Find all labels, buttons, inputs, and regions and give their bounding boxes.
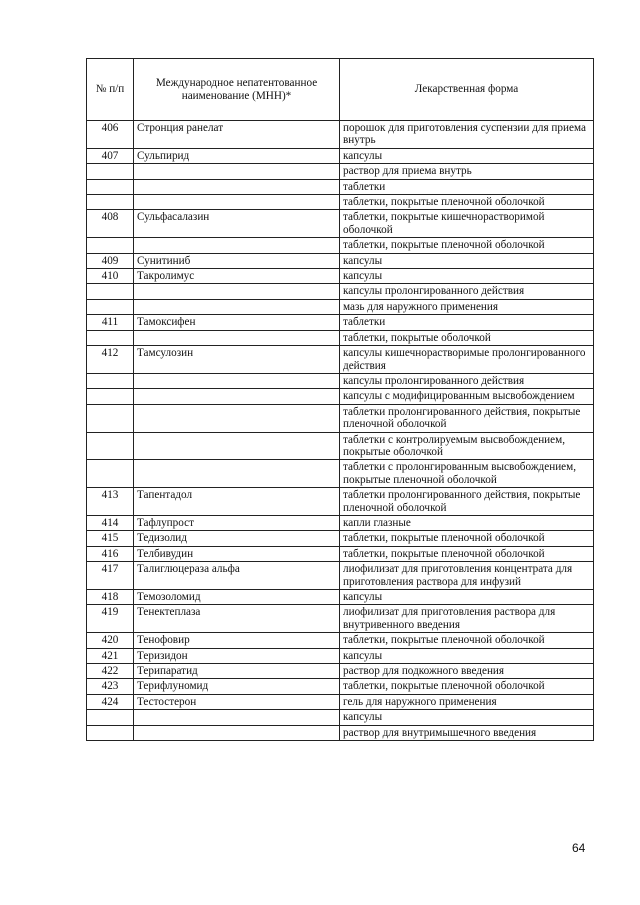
row-num: 407 (87, 148, 134, 163)
table-row (87, 694, 594, 709)
row-num: 418 (87, 590, 134, 605)
header-num: № п/п (87, 59, 134, 121)
row-form: мазь для наружного применения (340, 299, 594, 314)
row-name (134, 330, 340, 345)
table-row (87, 238, 594, 253)
row-form: капли глазные (340, 515, 594, 530)
row-form: таблетки (340, 179, 594, 194)
row-num (87, 284, 134, 299)
row-name: Тестостерон (134, 694, 340, 709)
row-name: Сульпирид (134, 148, 340, 163)
row-name: Телбивудин (134, 546, 340, 561)
row-name: Сульфасалазин (134, 210, 340, 238)
table-row (87, 253, 594, 268)
row-num: 416 (87, 546, 134, 561)
row-form: капсулы (340, 269, 594, 284)
table-row (87, 121, 594, 149)
row-name (134, 710, 340, 725)
table-row (87, 269, 594, 284)
row-name: Тамоксифен (134, 315, 340, 330)
row-num (87, 164, 134, 179)
row-name (134, 725, 340, 740)
table-row (87, 330, 594, 345)
row-num (87, 389, 134, 404)
row-form: порошок для приготовления суспензии для приема внутрь (340, 121, 594, 149)
table-row (87, 404, 594, 432)
row-form: раствор для подкожного введения (340, 664, 594, 679)
row-name (134, 404, 340, 432)
row-name (134, 299, 340, 314)
row-name: Терипаратид (134, 664, 340, 679)
table-row (87, 679, 594, 694)
row-num: 419 (87, 605, 134, 633)
row-name (134, 195, 340, 210)
row-name: Такролимус (134, 269, 340, 284)
row-form: таблетки, покрытые пленочной оболочкой (340, 195, 594, 210)
row-form: раствор для приема внутрь (340, 164, 594, 179)
row-name: Темозоломид (134, 590, 340, 605)
table-row (87, 210, 594, 238)
table-row (87, 389, 594, 404)
row-form: лиофилизат для приготовления раствора для внутривенного введения (340, 605, 594, 633)
row-name: Тенектеплаза (134, 605, 340, 633)
table-row (87, 346, 594, 374)
row-num: 406 (87, 121, 134, 149)
row-form: капсулы кишечнорастворимые пролонгированного действия (340, 346, 594, 374)
row-num: 420 (87, 633, 134, 648)
row-num (87, 238, 134, 253)
row-form: таблетки, покрытые пленочной оболочкой (340, 546, 594, 561)
table-row (87, 148, 594, 163)
row-form: капсулы (340, 590, 594, 605)
row-num: 423 (87, 679, 134, 694)
row-form: таблетки пролонгированного действия, покрытые пленочной оболочкой (340, 488, 594, 516)
table-row (87, 515, 594, 530)
row-form: гель для наружного применения (340, 694, 594, 709)
header-form: Лекарственная форма (340, 59, 594, 121)
row-form: таблетки с пролонгированным высвобождением, покрытые пленочной оболочкой (340, 460, 594, 488)
row-num: 422 (87, 664, 134, 679)
row-num (87, 179, 134, 194)
row-form: таблетки, покрытые пленочной оболочкой (340, 531, 594, 546)
row-name: Теризидон (134, 648, 340, 663)
table-row (87, 590, 594, 605)
table-row (87, 664, 594, 679)
row-name: Тафлупрост (134, 515, 340, 530)
row-form: раствор для внутримышечного введения (340, 725, 594, 740)
table-row (87, 299, 594, 314)
row-num (87, 432, 134, 460)
table-row (87, 546, 594, 561)
row-name: Сунитиниб (134, 253, 340, 268)
table-row (87, 373, 594, 388)
table-body (87, 121, 594, 741)
row-form: капсулы пролонгированного действия (340, 284, 594, 299)
page-number: 64 (572, 841, 586, 855)
row-name (134, 373, 340, 388)
row-name: Тамсулозин (134, 346, 340, 374)
table-row (87, 531, 594, 546)
row-num: 412 (87, 346, 134, 374)
row-form: таблетки (340, 315, 594, 330)
row-name: Тедизолид (134, 531, 340, 546)
drug-forms-table (86, 58, 594, 741)
table-row (87, 195, 594, 210)
row-form: капсулы (340, 648, 594, 663)
row-name (134, 179, 340, 194)
table-row (87, 633, 594, 648)
row-num: 413 (87, 488, 134, 516)
row-form: таблетки пролонгированного действия, покрытые пленочной оболочкой (340, 404, 594, 432)
row-name: Тенофовир (134, 633, 340, 648)
row-num: 417 (87, 562, 134, 590)
row-form: капсулы пролонгированного действия (340, 373, 594, 388)
row-name (134, 460, 340, 488)
row-num (87, 195, 134, 210)
row-form: капсулы (340, 148, 594, 163)
row-num (87, 725, 134, 740)
table-row (87, 648, 594, 663)
table-row (87, 725, 594, 740)
table-row (87, 488, 594, 516)
table-row (87, 284, 594, 299)
row-name: Стронция ранелат (134, 121, 340, 149)
row-num: 408 (87, 210, 134, 238)
row-num: 409 (87, 253, 134, 268)
row-name: Тапентадол (134, 488, 340, 516)
row-name (134, 389, 340, 404)
row-num: 421 (87, 648, 134, 663)
table-header (87, 59, 594, 121)
header-name: Международное непатентованное наименование (МНН)* (134, 59, 340, 121)
table-row (87, 710, 594, 725)
row-num: 415 (87, 531, 134, 546)
row-num: 414 (87, 515, 134, 530)
table-row (87, 562, 594, 590)
row-form: капсулы (340, 253, 594, 268)
table-row (87, 460, 594, 488)
row-form: таблетки, покрытые пленочной оболочкой (340, 633, 594, 648)
row-num (87, 299, 134, 314)
row-form: таблетки, покрытые кишечнорастворимой оболочкой (340, 210, 594, 238)
row-form: таблетки, покрытые оболочкой (340, 330, 594, 345)
row-num (87, 330, 134, 345)
row-form: таблетки с контролируемым высвобождением, покрытые оболочкой (340, 432, 594, 460)
row-num: 410 (87, 269, 134, 284)
table-row (87, 179, 594, 194)
row-num (87, 710, 134, 725)
row-num: 411 (87, 315, 134, 330)
row-form: капсулы (340, 710, 594, 725)
row-name (134, 284, 340, 299)
header-row (87, 59, 594, 121)
row-name: Талиглюцераза альфа (134, 562, 340, 590)
row-num: 424 (87, 694, 134, 709)
row-form: таблетки, покрытые пленочной оболочкой (340, 679, 594, 694)
table-row (87, 315, 594, 330)
row-form: лиофилизат для приготовления концентрата для приготовления раствора для инфузий (340, 562, 594, 590)
row-form: капсулы с модифицированным высвобождением (340, 389, 594, 404)
row-name (134, 164, 340, 179)
row-name (134, 432, 340, 460)
row-num (87, 373, 134, 388)
table-row (87, 605, 594, 633)
row-form: таблетки, покрытые пленочной оболочкой (340, 238, 594, 253)
row-name (134, 238, 340, 253)
row-name: Терифлуномид (134, 679, 340, 694)
row-num (87, 404, 134, 432)
table-row (87, 432, 594, 460)
row-num (87, 460, 134, 488)
table-row (87, 164, 594, 179)
